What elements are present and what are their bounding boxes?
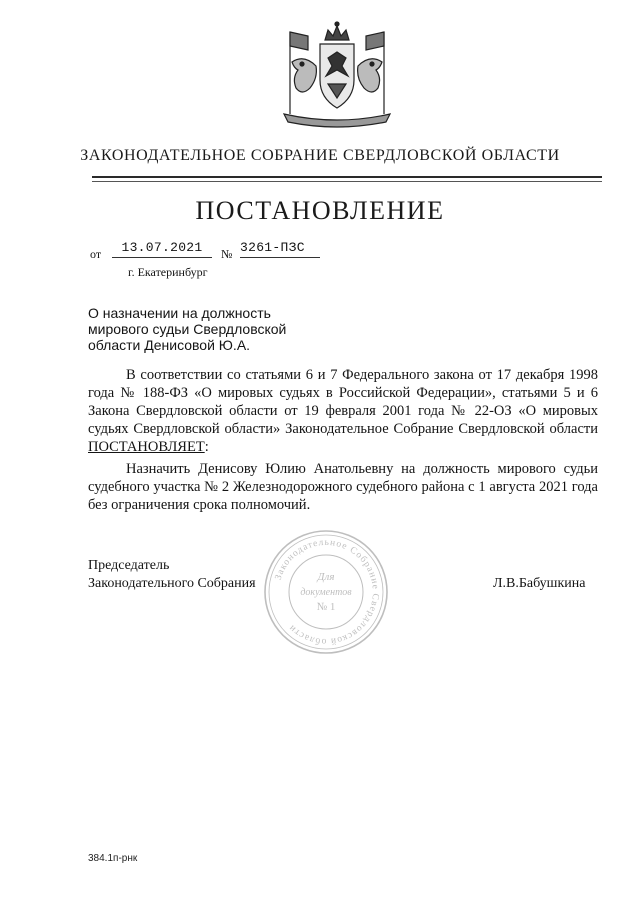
seal-graphic	[262, 528, 390, 656]
document-subject	[88, 305, 328, 353]
coat-of-arms-emblem	[262, 18, 412, 130]
official-seal-stamp	[262, 528, 390, 656]
number-label: №	[221, 247, 233, 261]
seal-ring-text: Законодательное Собрание Свердловской области	[273, 537, 381, 647]
date-number-row	[90, 240, 350, 264]
document-type-title: ПОСТАНОВЛЕНИЕ	[195, 196, 445, 225]
header-divider-thick	[92, 176, 602, 178]
preamble-text: В соответствии со статьями 6 и 7 Федерального закона от 17 декабря 1998 года № 188-ФЗ «О мировых судьях в Российской Федерации», статьями 5 и 6 Закона Свердловской области от 19 февраля 2001 года № 22-ОЗ «О мировых судьях Свердловской области» Законодательное Собрание Свердловской области	[88, 367, 598, 437]
signer-title-line-2: Законодательного Собрания	[88, 576, 256, 591]
signer-title-line-1: Председатель	[88, 558, 170, 573]
decree-colon: :	[204, 439, 209, 455]
emblem-graphic	[262, 18, 412, 130]
footer-registration-code: 384.1п-рнк	[88, 853, 138, 864]
header-divider-thin	[92, 181, 602, 182]
organization-name: ЗАКОНОДАТЕЛЬНОЕ СОБРАНИЕ СВЕРДЛОВСКОЙ ОБЛАСТИ	[80, 147, 560, 164]
preamble-paragraph	[88, 366, 598, 456]
subject-line: О назначении на должность	[88, 305, 271, 321]
resolution-paragraph: Назначить Денисову Юлию Анатольевну на должность мирового судьи судебного участка № 2 Железнодорожного судебного района с 1 августа 2021 года без ограничения срока полномочий.	[88, 461, 598, 513]
document-number: 3261-ПЗС	[240, 240, 320, 258]
signer-name: Л.В.Бабушкина	[493, 576, 586, 591]
subject-line: области Денисовой Ю.А.	[88, 337, 251, 353]
decree-word: ПОСТАНОВЛЯЕТ	[88, 439, 205, 455]
date-label: от	[90, 247, 102, 261]
seal-center-line-3: № 1	[316, 601, 336, 613]
seal-center-line-1: Для	[317, 571, 335, 583]
city-name: г. Екатеринбург	[128, 265, 208, 279]
seal-center-line-2: документов	[300, 587, 352, 598]
document-body	[88, 366, 598, 514]
document-date: 13.07.2021	[112, 240, 212, 258]
signer-position	[88, 557, 256, 593]
subject-line: мирового судьи Свердловской	[88, 321, 287, 337]
